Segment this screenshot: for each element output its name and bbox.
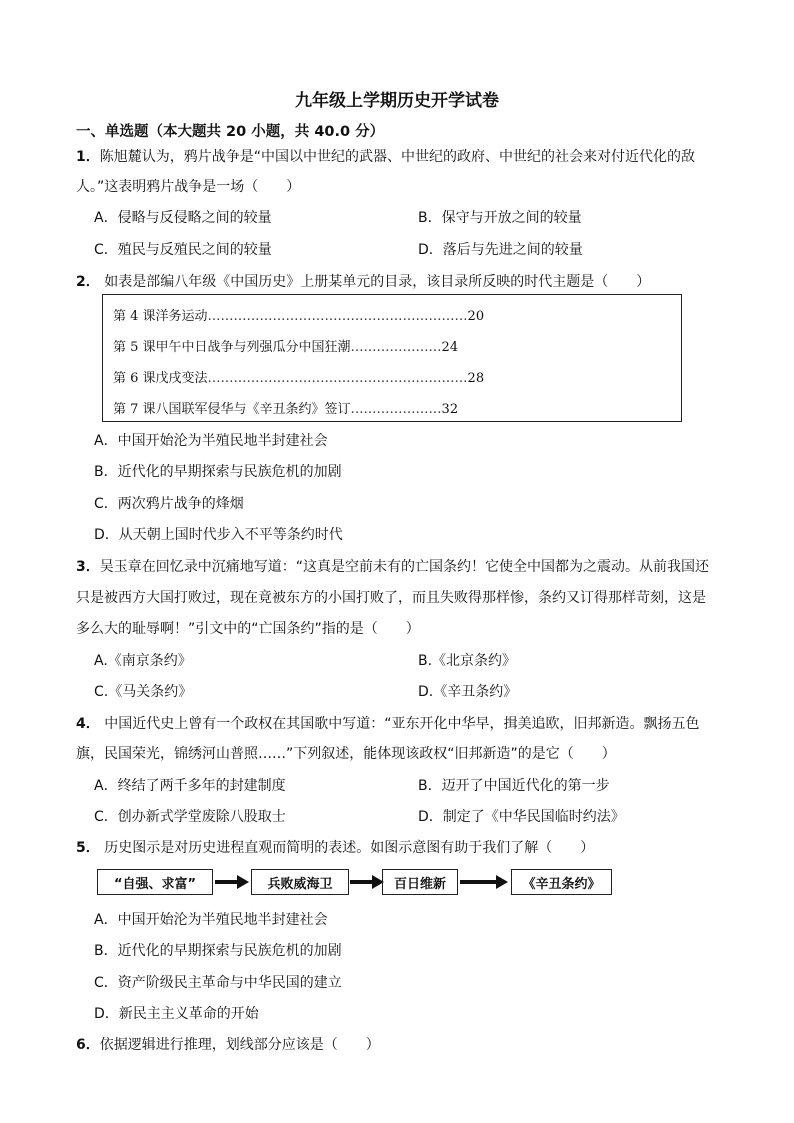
question-number: 2． (76, 274, 100, 290)
toc-title: 第 5 课甲午中日战争与列强瓜分中国狂潮 (113, 340, 351, 355)
section-heading: 一、单选题（本大题共 20 小题，共 40.0 分） (76, 124, 385, 140)
question-text: 中国近代史上曾有一个政权在其国歌中写道：“亚东开化中华早，揖美追欧，旧邦新造。飘扬五色 (99, 716, 700, 732)
flow-box: “自强、求富” (97, 869, 213, 895)
option-c[interactable]: C．创办新式学堂废除八股取士 (94, 809, 286, 825)
toc-page: 32 (441, 402, 459, 417)
question-text: 历史图示是对历史进程直观而简明的表述。如图示意图有助于我们了解（ ） (99, 840, 595, 856)
question-text: 吴玉章在回忆录中沉痛地写道：“这真是空前未有的亡国条约！它使全中国都为之震动。从前我国还 (99, 559, 710, 575)
toc-dots: ………………… (350, 340, 442, 355)
flow-box: 《辛丑条约》 (511, 869, 612, 895)
toc-row (113, 398, 458, 417)
question-4 (76, 713, 699, 733)
toc-page: 24 (441, 340, 459, 355)
option-b[interactable]: B．迈开了中国近代化的第一步 (418, 778, 610, 794)
option-d[interactable]: D．从天朝上国时代步入不平等条约时代 (94, 527, 343, 543)
option-b[interactable]: B．近代化的早期探索与民族危机的加剧 (94, 464, 342, 480)
toc-row (113, 336, 458, 355)
arrow-right-icon (215, 875, 249, 889)
question-text-cont: 旗，民国荣光，锦绣河山普照……”下列叙述，能体现该政权“旧邦新造”的是它（ ） (76, 746, 616, 762)
question-text-cont: 多么大的耻辱啊！”引文中的“亡国条约”指的是（ ） (76, 621, 420, 637)
arrow-right-icon (460, 875, 508, 889)
option-a[interactable]: A．侵略与反侵略之间的较量 (94, 210, 272, 226)
question-5 (76, 837, 594, 857)
toc-title: 第 7 课八国联军侵华与《辛丑条约》签订 (113, 402, 351, 417)
option-b[interactable]: B.《北京条约》 (418, 653, 517, 669)
question-text: 依据逻辑进行推理，划线部分应该是（ ） (99, 1037, 380, 1053)
question-number: 4． (76, 716, 100, 732)
option-c[interactable]: C．资产阶级民主革命与中华民国的建立 (94, 975, 342, 991)
toc-page: 20 (467, 309, 485, 324)
option-a[interactable]: A．终结了两千多年的封建制度 (94, 778, 286, 794)
option-a[interactable]: A．中国开始沦为半殖民地半封建社会 (94, 912, 328, 928)
toc-dots: ………………… (350, 402, 442, 417)
question-6 (76, 1034, 380, 1054)
question-2 (76, 271, 650, 291)
toc-dots: …………………………………………………… (207, 309, 468, 324)
option-d[interactable]: D.《辛丑条约》 (418, 684, 518, 700)
toc-dots: …………………………………………………… (207, 371, 468, 386)
option-d[interactable]: D．新民主主义革命的开始 (94, 1006, 259, 1022)
option-a[interactable]: A.《南京条约》 (94, 653, 192, 669)
question-text-cont: 只是被西方大国打败过，现在竟被东方的小国打败了，而且失败得那样惨，条约又订得那样苛刻，这是 (76, 590, 706, 606)
question-text: 如表是部编八年级《中国历史》上册某单元的目录，该目录所反映的时代主题是（ ） (99, 274, 651, 290)
option-c[interactable]: C．两次鸦片战争的烽烟 (94, 496, 244, 512)
page-title: 九年级上学期历史开学试卷 (295, 91, 499, 111)
option-c[interactable]: C.《马关条约》 (94, 684, 193, 700)
option-b[interactable]: B．近代化的早期探索与民族危机的加剧 (94, 943, 342, 959)
question-text-cont: 人。”这表明鸦片战争是一场（ ） (76, 179, 301, 195)
toc-page: 28 (467, 371, 485, 386)
question-1 (76, 146, 695, 166)
question-text: 陈旭麓认为，鸦片战争是“中国以中世纪的武器、中世纪的政府、中世纪的社会来对付近代化的敌 (99, 149, 696, 165)
option-a[interactable]: A．中国开始沦为半殖民地半封建社会 (94, 433, 328, 449)
question-number: 1． (76, 149, 100, 165)
option-d[interactable]: D．落后与先进之间的较量 (418, 242, 583, 258)
arrow-right-icon (350, 875, 384, 889)
question-number: 5． (76, 840, 100, 856)
toc-row (113, 305, 484, 324)
question-3 (76, 556, 709, 576)
option-c[interactable]: C．殖民与反殖民之间的较量 (94, 242, 272, 258)
flow-box: 兵败威海卫 (251, 869, 349, 895)
question-number: 6． (76, 1037, 100, 1053)
toc-row (113, 367, 484, 386)
toc-title: 第 4 课洋务运动 (113, 309, 208, 324)
table-of-contents (102, 294, 682, 422)
option-b[interactable]: B．保守与开放之间的较量 (418, 210, 582, 226)
flow-box: 百日维新 (382, 869, 458, 895)
toc-title: 第 6 课戊戌变法 (113, 371, 208, 386)
option-d[interactable]: D．制定了《中华民国临时约法》 (418, 809, 625, 825)
question-number: 3． (76, 559, 100, 575)
